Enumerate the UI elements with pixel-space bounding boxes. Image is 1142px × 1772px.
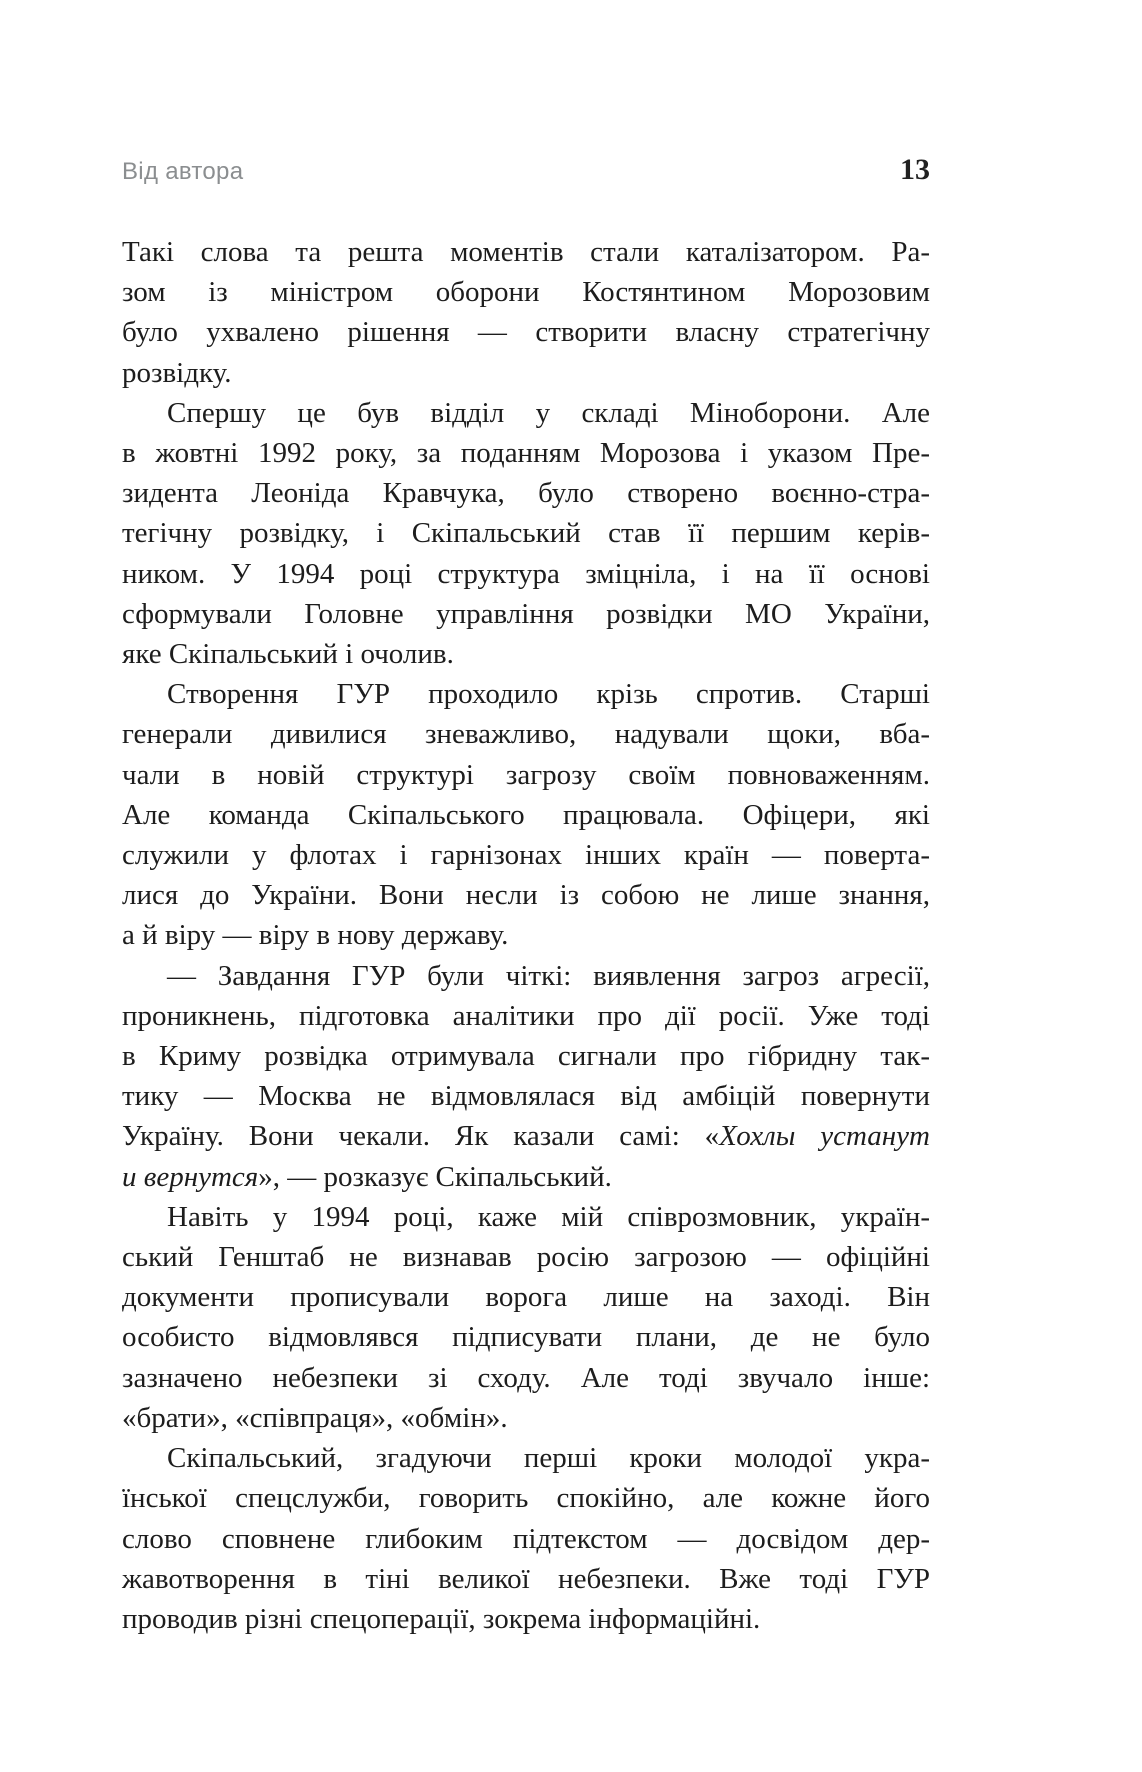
line-text: Скіпальський, згадуючи перші кроки молодої укра- [167,1442,930,1475]
line-text: Спершу це був відділ у складі Міноборони. Але [167,396,930,429]
line-text: генерали дивилися зневажливо, надували щоки, вба- [122,718,930,751]
text-line [122,232,930,272]
paragraph [122,232,930,393]
text-line [122,393,930,433]
text-line [122,795,930,835]
line-text: ником. У 1994 році структура зміцніла, і на її основі [122,557,930,590]
line-text: їнської спецслужби, говорить спокійно, але кожне його [122,1482,930,1515]
text-line [122,835,930,875]
text-line [122,1599,930,1639]
text-line [122,996,930,1036]
line-text: лися до України. Вони несли із собою не лише знання, [122,879,930,912]
line-text: яке Скіпальський і очолив. [122,638,454,671]
text-line [122,1277,930,1317]
text-line [122,1237,930,1277]
text-line [122,674,930,714]
text-line [122,312,930,352]
text-line [122,1519,930,1559]
line-text: тику — Москва не відмовлялася від амбіцій повернути [122,1080,930,1113]
text-line [122,1358,930,1398]
text-line [122,1116,930,1156]
paragraph [122,1197,930,1438]
text-line [122,1076,930,1116]
line-text: а й віру — віру в нову державу. [122,919,509,952]
line-text: слово сповнене глибоким підтекстом — досвідом дер- [122,1522,930,1555]
text-line [122,473,930,513]
line-text: жавотворення в тіні великої небезпеки. Вже тоді ГУР [122,1562,930,1595]
text-line [122,513,930,553]
text-line [122,875,930,915]
text-line [122,433,930,473]
paragraph [122,1438,930,1639]
text-line [122,353,930,393]
running-header [122,153,930,187]
line-text: проникнень, підготовка аналітики про дії росії. Уже тоді [122,999,930,1032]
text-line [122,1197,930,1237]
line-text: сформували Головне управління розвідки МО України, [122,597,930,630]
line-text: «брати», «співпраця», «обмін». [122,1401,508,1434]
line-text: ський Генштаб не визнавав росію загрозою — офіційні [122,1241,930,1274]
text-line [122,714,930,754]
line-text: зидента Леоніда Кравчука, було створено воєнно-стра- [122,477,930,510]
text-line [122,634,930,674]
text-line [122,956,930,996]
line-text: зом із міністром оборони Костянтином Морозовим [122,276,930,309]
line-text: в Криму розвідка отримувала сигнали про гібридну так- [122,1040,930,1073]
text-line [122,1317,930,1357]
line-text: в жовтні 1992 року, за поданням Морозова і указом Пре- [122,437,930,470]
italic-quote-text: Хохлы устанут [719,1120,930,1153]
line-text: було ухвалено рішення — створити власну стратегічну [122,316,930,349]
text-line [122,1036,930,1076]
line-text: », — розказує Скіпальський. [258,1160,612,1193]
line-text: зазначено небезпеки зі сходу. Але тоді звучало інше: [122,1361,930,1394]
text-line [122,1398,930,1438]
text-line [122,594,930,634]
line-text: проводив різні спецоперації, зокрема інформаційні. [122,1602,761,1635]
line-text: тегічну розвідку, і Скіпальський став її першим керів- [122,517,930,550]
text-line [122,915,930,955]
text-line [122,1438,930,1478]
italic-quote-text: и вернутся [122,1160,259,1193]
text-line [122,554,930,594]
line-text: розвідку. [122,356,232,389]
line-text: особисто відмовлявся підписувати плани, де не було [122,1321,930,1354]
page-number: 13 [900,153,930,186]
text-line [122,1559,930,1599]
paragraph [122,674,930,955]
line-text: Але команда Скіпальського працювала. Офіцери, які [122,798,930,831]
body-text [122,232,930,1639]
line-text: документи прописували ворога лише на заході. Він [122,1281,930,1314]
line-text: чали в новій структурі загрозу своїм повноваженням. [122,758,930,791]
line-text: Створення ГУР проходило крізь спротив. Старші [167,678,930,711]
running-title: Від автора [122,158,244,185]
line-text: — Завдання ГУР були чіткі: виявлення загроз агресії, [167,959,930,992]
paragraph [122,393,930,674]
paragraph [122,956,930,1197]
text-line [122,272,930,312]
line-text: Україну. Вони чекали. Як казали самі: « [122,1120,720,1153]
line-text: Навіть у 1994 році, каже мій співрозмовник, україн- [167,1200,930,1233]
line-text: Такі слова та решта моментів стали каталізатором. Ра- [122,236,930,268]
text-line [122,1157,930,1197]
text-line [122,755,930,795]
line-text: служили у флотах і гарнізонах інших країн — поверта- [122,839,930,872]
text-line [122,1478,930,1518]
